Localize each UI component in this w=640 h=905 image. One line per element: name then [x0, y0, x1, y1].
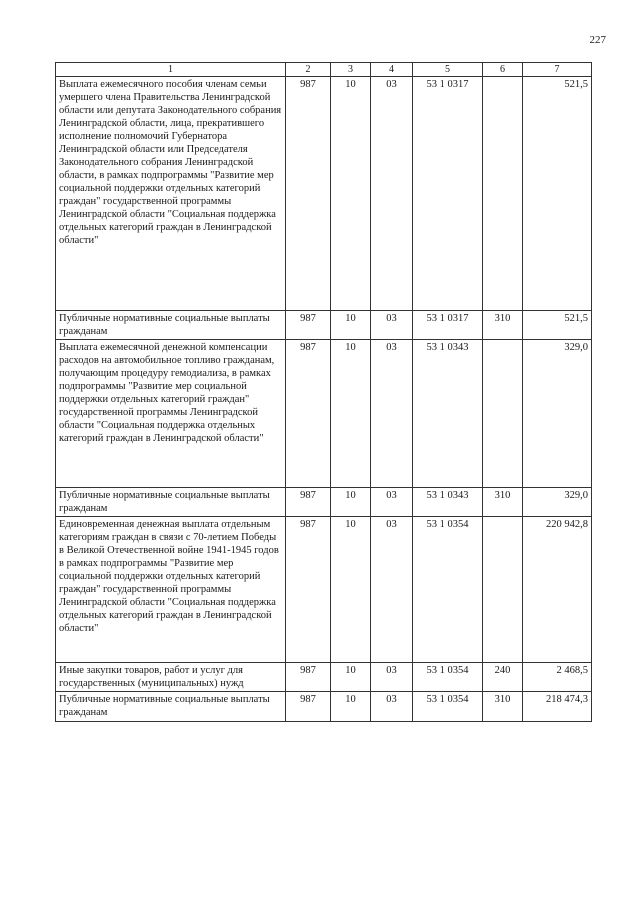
cell-admin-code: 987	[286, 663, 331, 692]
cell-admin-code: 987	[286, 488, 331, 517]
column-header: 3	[331, 63, 371, 77]
row-description: Иные закупки товаров, работ и услуг для государственных (муниципальных) нужд	[56, 663, 286, 692]
cell-section: 10	[331, 517, 371, 663]
cell-section: 10	[331, 311, 371, 340]
cell-amount: 329,0	[523, 340, 592, 488]
cell-admin-code: 987	[286, 692, 331, 722]
column-header: 5	[413, 63, 483, 77]
row-description: Публичные нормативные социальные выплаты гражданам	[56, 488, 286, 517]
cell-expense-type: 310	[483, 488, 523, 517]
row-description: Выплата ежемесячной денежной компенсации расходов на автомобильное топливо гражданам, получающим процедуру гемодиализа, в рамках подпрограммы "Развитие мер социальной поддержки отдельных категорий граждан" государственной программы Ленинградской области "Социальная поддержка отдельных категорий граждан в Ленинградской области"	[56, 340, 286, 488]
cell-expense-type	[483, 77, 523, 311]
cell-amount: 2 468,5	[523, 663, 592, 692]
table-row	[56, 517, 592, 663]
cell-target-article: 53 1 0317	[413, 311, 483, 340]
cell-section: 10	[331, 488, 371, 517]
column-header: 4	[371, 63, 413, 77]
table-row	[56, 663, 592, 692]
column-header: 6	[483, 63, 523, 77]
table-row	[56, 488, 592, 517]
cell-expense-type	[483, 340, 523, 488]
header-row	[56, 63, 592, 77]
cell-admin-code: 987	[286, 311, 331, 340]
cell-admin-code: 987	[286, 340, 331, 488]
cell-target-article: 53 1 0354	[413, 692, 483, 722]
column-header: 2	[286, 63, 331, 77]
cell-amount: 521,5	[523, 77, 592, 311]
cell-section: 10	[331, 692, 371, 722]
column-header: 7	[523, 63, 592, 77]
row-description: Публичные нормативные социальные выплаты гражданам	[56, 692, 286, 722]
cell-target-article: 53 1 0354	[413, 663, 483, 692]
cell-amount: 218 474,3	[523, 692, 592, 722]
cell-section: 10	[331, 663, 371, 692]
budget-table	[55, 62, 592, 722]
table-row	[56, 311, 592, 340]
cell-amount: 329,0	[523, 488, 592, 517]
cell-subsection: 03	[371, 517, 413, 663]
table-row	[56, 77, 592, 311]
cell-section: 10	[331, 340, 371, 488]
cell-amount: 521,5	[523, 311, 592, 340]
row-description: Выплата ежемесячного пособия членам семьи умершего члена Правительства Ленинградской области или депутата Законодательного собрания Ленинградской области, лица, прекратившего исполнение полномочий Губернатора Ленинградской области или Председателя Законодательного собрания Ленинградской области, в рамках подпрограммы "Развитие мер социальной поддержки отдельных категорий граждан" государственной программы Ленинградской области "Социальная поддержка отдельных категорий граждан в Ленинградской области"	[56, 77, 286, 311]
cell-expense-type: 310	[483, 692, 523, 722]
cell-admin-code: 987	[286, 77, 331, 311]
table-row	[56, 340, 592, 488]
column-header: 1	[56, 63, 286, 77]
cell-target-article: 53 1 0317	[413, 77, 483, 311]
cell-expense-type	[483, 517, 523, 663]
cell-subsection: 03	[371, 77, 413, 311]
cell-amount: 220 942,8	[523, 517, 592, 663]
cell-subsection: 03	[371, 692, 413, 722]
cell-subsection: 03	[371, 488, 413, 517]
cell-section: 10	[331, 77, 371, 311]
cell-target-article: 53 1 0354	[413, 517, 483, 663]
cell-target-article: 53 1 0343	[413, 488, 483, 517]
page-number: 227	[589, 34, 606, 46]
table-row	[56, 692, 592, 722]
cell-expense-type: 310	[483, 311, 523, 340]
cell-subsection: 03	[371, 311, 413, 340]
row-description: Единовременная денежная выплата отдельным категориям граждан в связи с 70-летием Победы в Великой Отечественной войне 1941-1945 годов в рамках подпрограммы "Развитие мер социальной поддержки отдельных категорий граждан" государственной программы Ленинградской области "Социальная поддержка отдельных категорий граждан в Ленинградской области"	[56, 517, 286, 663]
cell-admin-code: 987	[286, 517, 331, 663]
cell-target-article: 53 1 0343	[413, 340, 483, 488]
cell-subsection: 03	[371, 663, 413, 692]
cell-expense-type: 240	[483, 663, 523, 692]
row-description: Публичные нормативные социальные выплаты гражданам	[56, 311, 286, 340]
cell-subsection: 03	[371, 340, 413, 488]
